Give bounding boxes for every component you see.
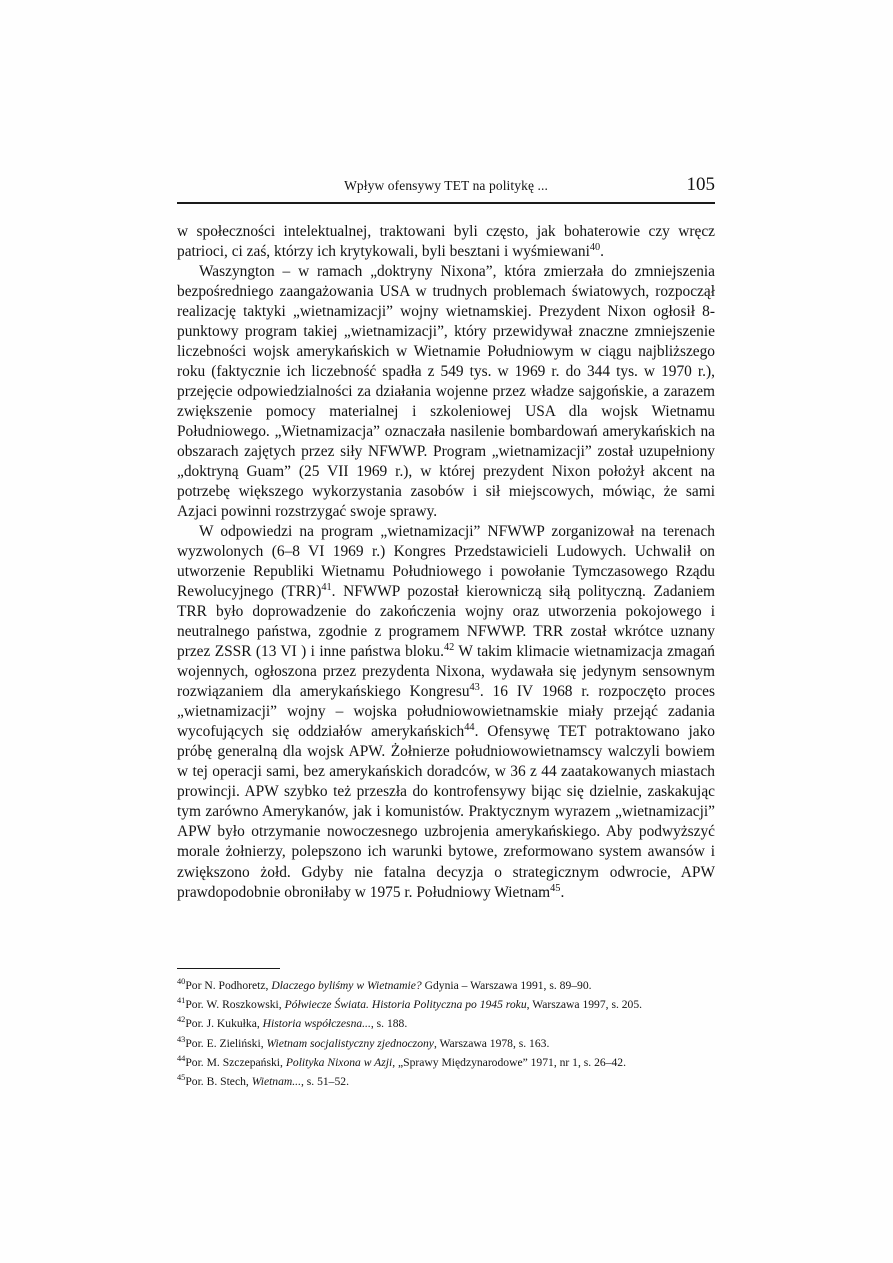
text-run: Por. E. Zieliński, bbox=[185, 1036, 267, 1050]
footnote-reference: 40 bbox=[589, 241, 601, 253]
footnote-marker: 40 bbox=[177, 977, 186, 987]
header-rule bbox=[177, 202, 715, 204]
text-run: Por N. Podhoretz, bbox=[185, 979, 272, 992]
page-number: 105 bbox=[686, 174, 715, 195]
title-italic: Półwiecze Świata. Historia Polityczna po 1945 roku bbox=[284, 998, 527, 1012]
title-italic: Polityka Nixona w Azji bbox=[285, 1055, 393, 1069]
footnote-reference: 42 bbox=[443, 642, 455, 654]
text-run: Por. M. Szczepański, bbox=[185, 1055, 286, 1069]
footnote-marker: 41 bbox=[177, 996, 186, 1006]
title-italic: Historia współczesna... bbox=[262, 1017, 371, 1031]
text-run: , „Sprawy Międzynarodowe” 1971, nr 1, s. 26–42. bbox=[392, 1055, 626, 1069]
text-run: . bbox=[600, 243, 605, 261]
body-text bbox=[177, 222, 715, 903]
title-italic: Dlaczego byliśmy w Wietnamie? bbox=[271, 979, 422, 992]
footnote-list bbox=[177, 976, 722, 1091]
footnote-reference: 43 bbox=[469, 682, 480, 694]
text-run: W odpowiedzi na program „wietnamizacji” NFWWP zorganizował na terenach wyzwolonych (6–8 VI 1969 r.) Kongres Przedstawicieli Ludowych. Uchwalił on utworzenie Republiki Wietnamu Południowego i powołanie Tymczasowego Rządu Rewolucyjnego (TRR) bbox=[177, 523, 715, 601]
text-run: . bbox=[560, 883, 565, 901]
footnote-item bbox=[177, 1014, 722, 1033]
text-run: Por. W. Roszkowski, bbox=[185, 998, 285, 1012]
footnote-item bbox=[177, 1072, 722, 1091]
footnote-marker: 45 bbox=[177, 1073, 186, 1083]
footnote-item bbox=[177, 1034, 722, 1053]
footnote-marker: 42 bbox=[177, 1015, 186, 1025]
text-run: , Warszawa 1997, s. 205. bbox=[526, 998, 643, 1012]
footnote-reference: 45 bbox=[550, 882, 561, 894]
text-run: w społeczności intelektualnej, traktowani byli często, jak bohaterowie czy wręcz patrioci, ci zaś, którzy ich krytykowali, byli besztani i wyśmiewani bbox=[177, 223, 715, 261]
footnote-marker: 44 bbox=[177, 1053, 186, 1063]
text-run: , Warszawa 1978, s. 163. bbox=[433, 1036, 550, 1050]
body-paragraph bbox=[177, 522, 715, 902]
text-run: Gdynia – Warszawa 1991, s. 89–90. bbox=[421, 979, 592, 992]
body-paragraph bbox=[177, 222, 715, 262]
footnote-marker: 43 bbox=[177, 1034, 186, 1044]
title-italic: Wietnam... bbox=[251, 1075, 301, 1089]
text-run: , s. 188. bbox=[370, 1017, 408, 1031]
title-italic: Wietnam socjalistyczny zjednoczony bbox=[266, 1036, 434, 1050]
footnote-reference: 44 bbox=[464, 722, 475, 734]
running-head bbox=[177, 174, 715, 200]
text-run: W takim klimacie wietnamizacja zmagań wojennych, ogłoszona przez prezydenta Nixona, wydawała się jedynym sensownym rozwiązaniem dla amerykańskiego Kongresu bbox=[177, 643, 715, 701]
running-head-title: Wpływ ofensywy TET na politykę ... bbox=[344, 178, 548, 193]
text-run: . 16 IV 1968 r. rozpoczęto proces „wietnamizacji” wojny – wojska południowowietnamskie miały przejąć zadania wycofujących się oddziałów amerykańskich bbox=[177, 683, 715, 741]
text-run: Por. J. Kukułka, bbox=[185, 1017, 263, 1031]
footnote-reference: 41 bbox=[321, 582, 332, 594]
text-run: Waszyngton – w ramach „doktryny Nixona”, która zmierzała do zmniejszenia bezpośredniego zaangażowania USA w trudnych problemach światowych, rozpoczął realizację taktyki „wietnamizacji” wojny wietnamskiej. Prezydent Nixon ogłosił 8-punktowy program takiej „wietnamizacji”, który przewidywał znaczne zmniejszenie liczebności wojsk amerykańskich w Wietnamie Południowym w ciągu najbliższego roku (faktycznie ich liczebność spadła z 549 tys. w 1969 r. do 344 tys. w 1970 r.), przejęcie odpowiedzialności za działania wojenne przez władze sajgońskie, a zarazem zwiększenie pomocy materialnej i szkoleniowej USA dla wojsk Wietnamu Południowego. „Wietnamizacja” oznaczała nasilenie bombardowań amerykańskich na obszarach zajętych przez siły NFWWP. Program „wietnamizacji” został uzupełniony „doktryną Guam” (25 VII 1969 r.), w której prezydent Nixon położył akcent na potrzebę większego wykorzystania zasobów i sił miejscowych, mówiąc, że sami Azjaci powinni rozstrzygać swoje sprawy. bbox=[177, 263, 715, 521]
body-paragraph bbox=[177, 262, 715, 522]
text-run: . NFWWP pozostał kierowniczą siłą polityczną. Zadaniem TRR było doprowadzenie do zakończenia wojny oraz utworzenia pokojowego i neutralnego państwa, zgodnie z programem NFWWP. TRR został wkrótce uznany przez ZSSR (13 VI ) i inne państwa bloku. bbox=[177, 583, 715, 661]
footnote-item bbox=[177, 1053, 722, 1072]
footnote-item bbox=[177, 995, 722, 1014]
footnote-item bbox=[177, 976, 722, 995]
text-run: , s. 51–52. bbox=[300, 1075, 349, 1089]
text-run: . Ofensywę TET potraktowano jako próbę generalną dla wojsk APW. Żołnierze południowowietnamscy walczyli bowiem w tej operacji sami, bez amerykańskich doradców, w 36 z 44 zaatakowanych miastach prowincji. APW szybko też przeszła do kontrofensywy bijąc się dzielnie, zaskakując tym zarówno Amerykanów, jak i komunistów. Praktycznym wyrazem „wietnamizacji” APW było otrzymanie nowoczesnego uzbrojenia amerykańskiego. Aby podwyższyć morale żołnierzy, polepszono ich warunki bytowe, zreformowano system awansów i zwiększono żołd. Gdyby nie fatalna decyzja o strategicznym odwrocie, APW prawdopodobnie obroniłaby w 1975 r. Południowy Wietnam bbox=[177, 723, 716, 901]
footnote-separator-rule bbox=[177, 968, 280, 969]
text-run: Por. B. Stech, bbox=[185, 1075, 252, 1089]
